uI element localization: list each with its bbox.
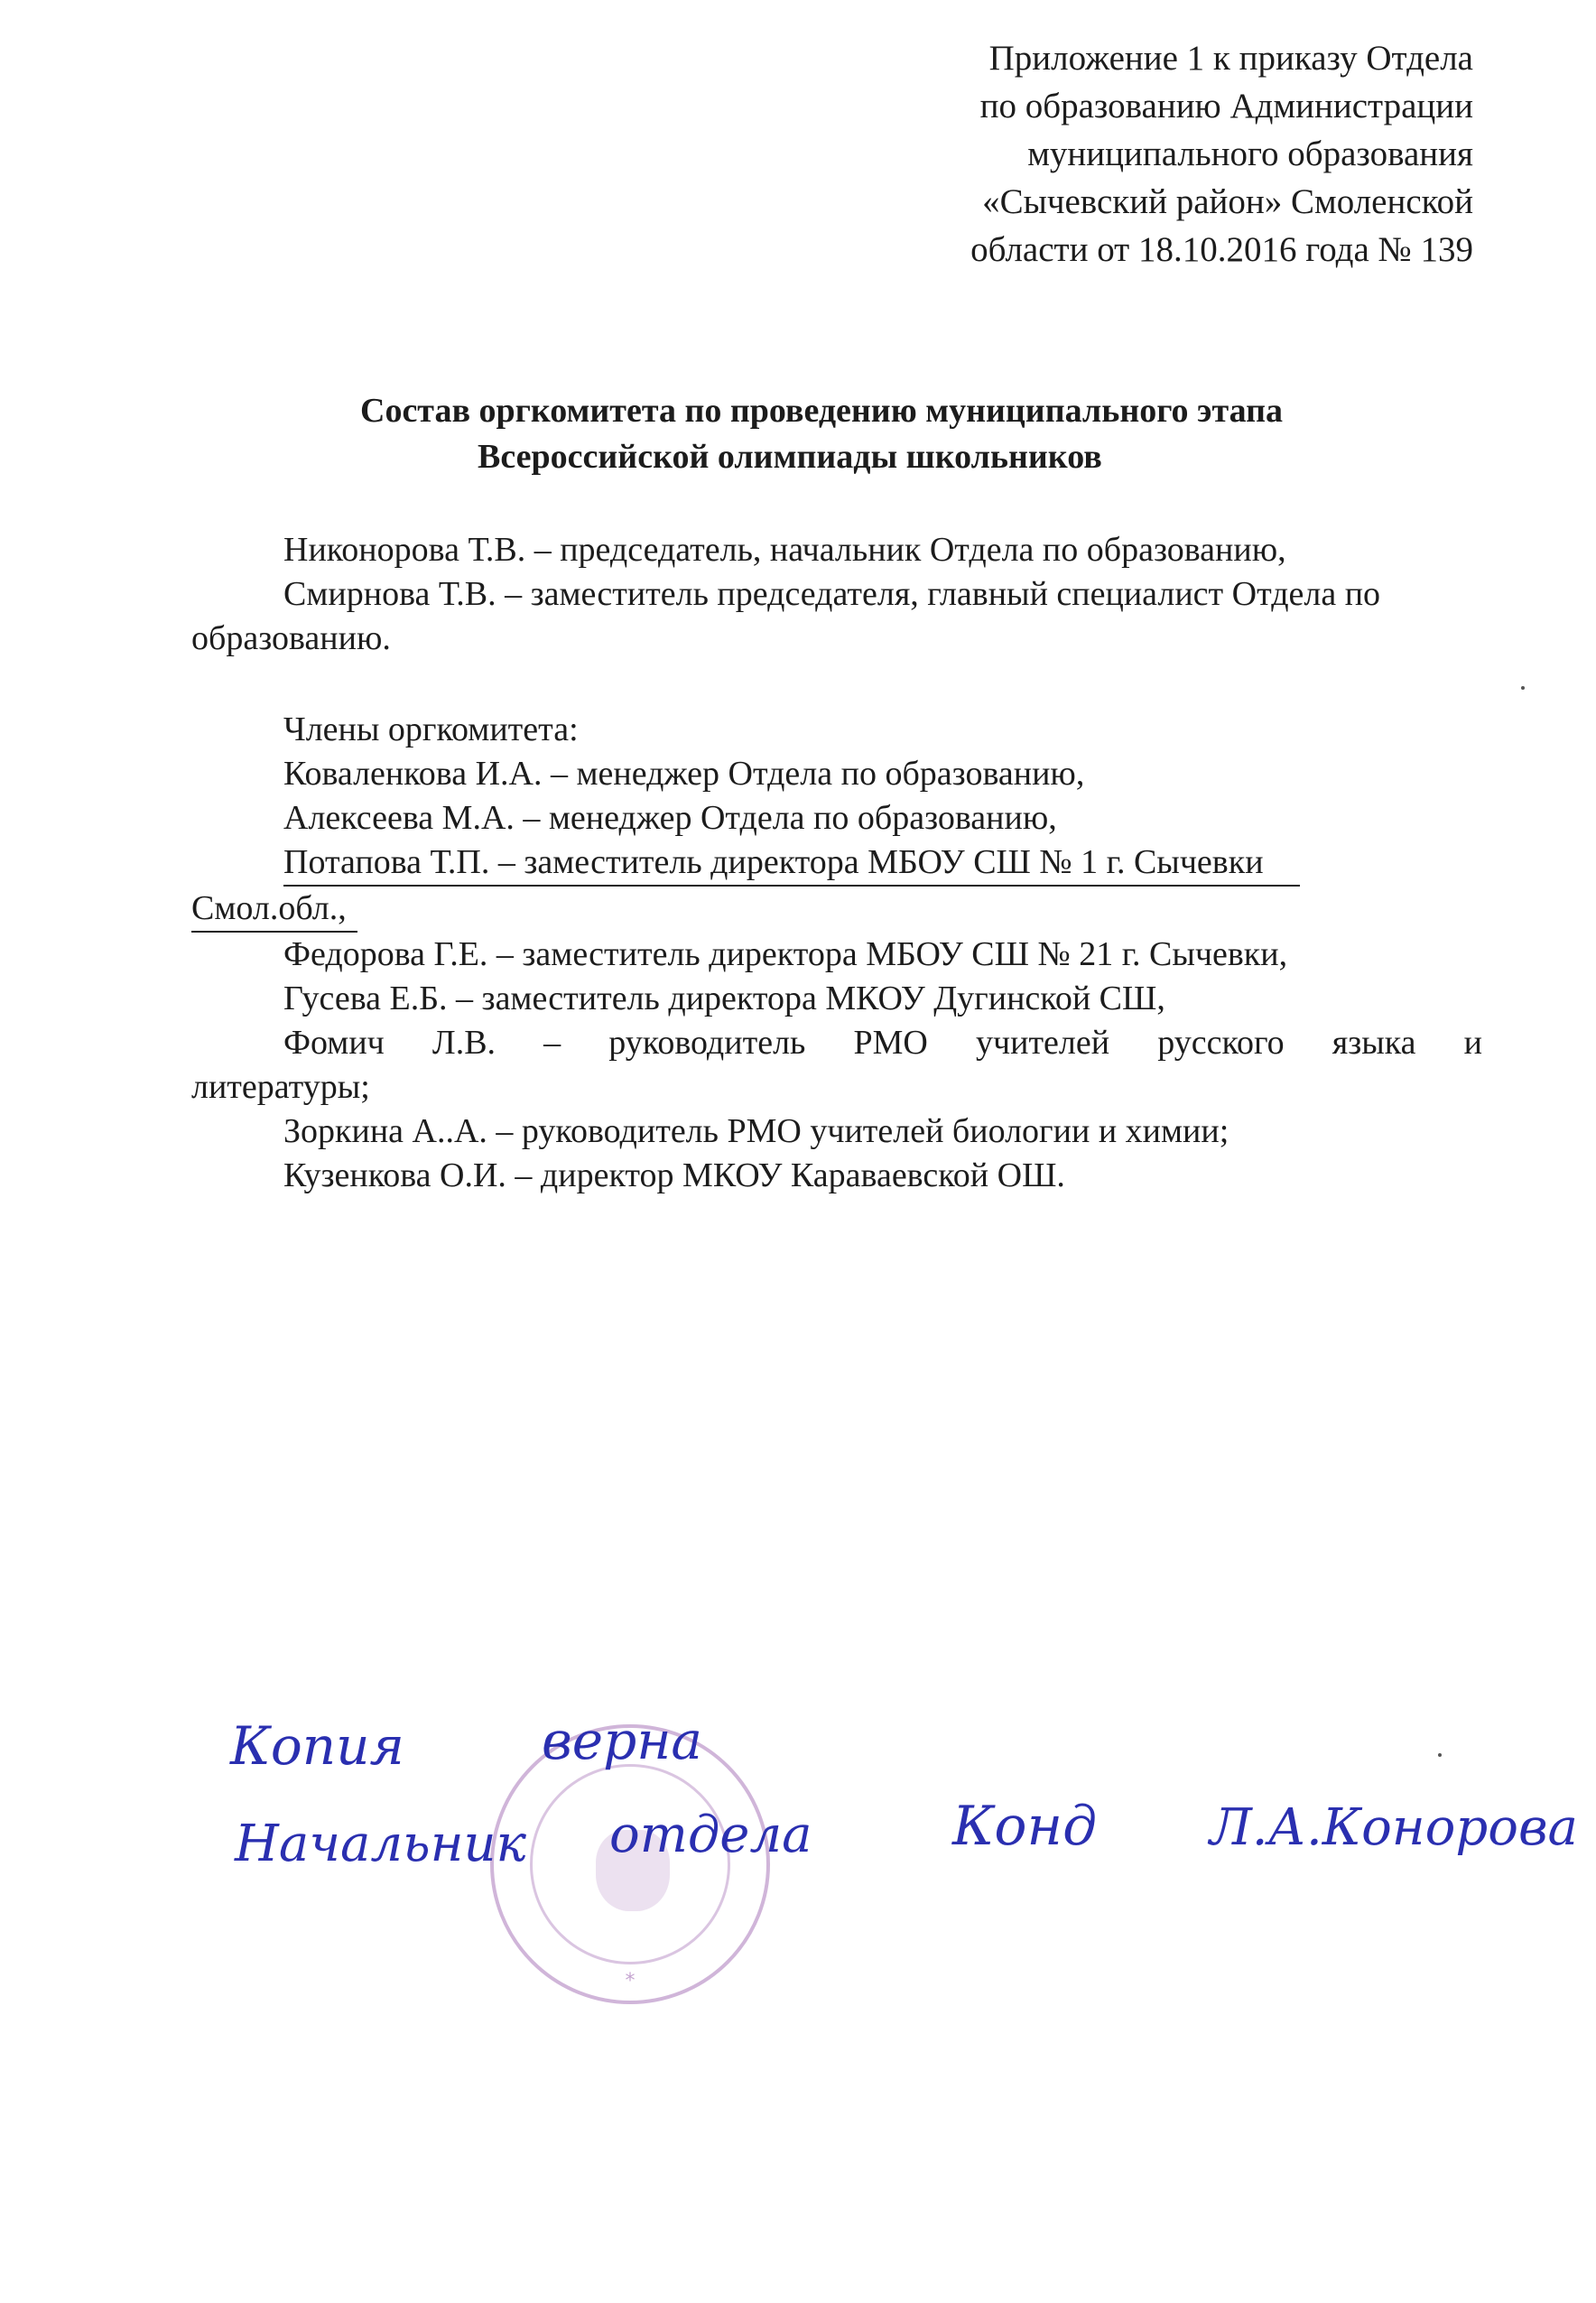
handwritten-certification [230,1697,1584,2004]
member-entry: Коваленкова И.А. – менеджер Отдела по образованию, [283,755,1085,793]
header-line: Приложение 1 к приказу Отдела [988,39,1473,78]
title-line-1: Состав оргкомитета по проведению муниципального этапа [360,392,1283,430]
member-entry: Фомич Л.В. – руководитель РМО учителей русского языка и [283,1024,1482,1062]
header-line: «Сычевский район» Смоленской [982,182,1473,221]
member-entry-text: Смол.обл., [191,887,357,933]
handwritten-department-word: отдела [609,1806,812,1864]
deputy-entry: Смирнова Т.В. – заместитель председателя, главный специалист Отдела по образованию. [191,575,1381,657]
scan-speck [1521,686,1525,690]
header-line: области от 18.10.2016 года № 139 [970,230,1473,269]
member-entry: Федорова Г.Е. – заместитель директора МБОУ СШ № 21 г. Сычевки, [283,935,1288,973]
scan-speck [1438,1753,1442,1757]
member-entry-continuation: литературы; [191,1068,370,1106]
signature-mark: Конд [952,1795,1098,1858]
title-line-2: Всероссийской олимпиады школьников [478,438,1102,476]
member-entry-continuation [191,887,1482,933]
handwritten-copy-word: Копия [230,1715,404,1777]
appendix-header [823,34,1473,274]
handwritten-head-word: Начальник [235,1815,526,1873]
member-entry: Зоркина А..А. – руководитель РМО учителей биологии и химии; [283,1112,1229,1150]
header-line: муниципального образования [1027,135,1473,173]
handwritten-true-word: верна [542,1710,702,1771]
member-entry-text: Потапова Т.П. – заместитель директора МБОУ СШ № 1 г. Сычевки [283,840,1300,887]
header-line: по образованию Администрации [979,87,1473,125]
spacer [191,661,1482,708]
committee-list [191,528,1482,1198]
document-title [0,388,1596,480]
chair-entry: Никонорова Т.В. – председатель, начальник Отдела по образованию, [283,531,1286,569]
member-entry: Кузенкова О.И. – директор МКОУ Караваевской ОШ. [283,1156,1065,1194]
seal-star-icon: * [625,1970,636,1992]
members-heading: Члены оргкомитета: [283,710,579,748]
member-entry: Гусева Е.Б. – заместитель директора МКОУ Дугинской СШ, [283,980,1165,1017]
member-entry: Алексеева М.А. – менеджер Отдела по образованию, [283,799,1057,837]
handwritten-name: Л.А.Конорова [1210,1798,1578,1857]
member-entry-underlined [191,840,1482,887]
